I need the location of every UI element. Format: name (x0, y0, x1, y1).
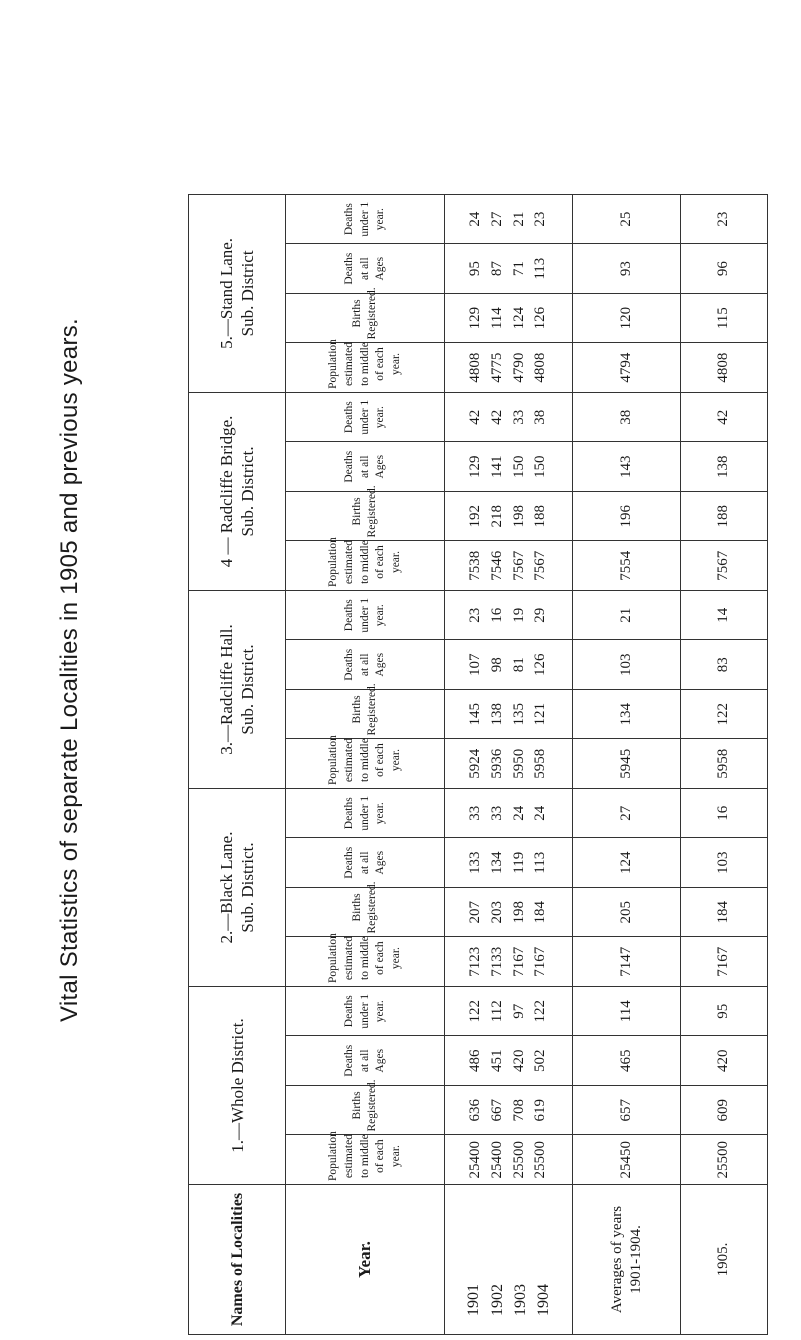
yearly-value: 24 (532, 805, 549, 821)
names-of-localities-header: Names of Localities (189, 1185, 286, 1335)
yearly-values-cell (445, 541, 573, 591)
average-value: 657 (573, 1086, 681, 1136)
district-header-2 (189, 788, 286, 986)
year-1905-value: 188 (680, 491, 767, 541)
yearly-value: 184 (532, 901, 549, 924)
average-value: 124 (573, 838, 681, 888)
yearly-value: 122 (532, 1000, 549, 1023)
column-header-label: Deaths at all Ages (342, 450, 387, 483)
column-header (286, 683, 445, 739)
column-header-label: Deaths under 1 year. (342, 993, 387, 1029)
average-value: 5945 (573, 739, 681, 789)
yearly-value: 87 (488, 261, 505, 277)
year-label: 1902 (488, 1284, 506, 1316)
vital-statistics-table (188, 194, 768, 1335)
vital-statistics-table-frame (188, 195, 768, 1335)
average-value: 465 (573, 1036, 681, 1086)
year-1905-value: 42 (680, 392, 767, 442)
yearly-values-cell (445, 1086, 573, 1136)
yearly-value: 7567 (510, 550, 527, 581)
yearly-value: 5936 (488, 748, 505, 779)
column-header (286, 640, 445, 690)
column-header (286, 1131, 445, 1185)
column-header-label: Deaths at all Ages (342, 648, 387, 681)
yearly-value: 141 (488, 455, 505, 478)
yearly-value: 203 (488, 901, 505, 924)
yearly-value: 7123 (467, 946, 484, 977)
yearly-values-cell (445, 640, 573, 690)
year-1905-value: 95 (680, 987, 767, 1037)
year-1905-value: 96 (680, 244, 767, 294)
yearly-value: 4808 (532, 352, 549, 383)
yearly-value: 7133 (488, 946, 505, 977)
year-1905-label: 1905. (680, 1185, 767, 1335)
yearly-value: 5924 (467, 748, 484, 779)
district-subtitle: Sub. District (238, 250, 258, 337)
average-value: 27 (573, 788, 681, 838)
average-value: 143 (573, 442, 681, 492)
column-header (286, 442, 445, 492)
column-header-label: Deaths under 1 year. (342, 795, 387, 831)
yearly-value: 42 (488, 409, 505, 425)
yearly-value: 126 (532, 653, 549, 676)
yearly-values-cell (445, 739, 573, 789)
yearly-value: 23 (532, 211, 549, 227)
yearly-value: 7567 (532, 550, 549, 581)
yearly-value: 4808 (467, 352, 484, 383)
column-header (286, 244, 445, 294)
district-header-3 (189, 590, 286, 788)
column-header (286, 1036, 445, 1086)
column-header (286, 287, 445, 343)
year-label: 1904 (534, 1284, 552, 1316)
yearly-value: 19 (510, 607, 527, 623)
yearly-values-cell (445, 244, 573, 294)
average-value: 196 (573, 491, 681, 541)
column-header (286, 537, 445, 591)
yearly-value: 25400 (488, 1141, 505, 1179)
yearly-values-cell (445, 343, 573, 393)
yearly-value: 29 (532, 607, 549, 623)
district-header-row (189, 194, 286, 1334)
yearly-value: 114 (488, 307, 505, 330)
year-1905-value: 103 (680, 838, 767, 888)
yearly-value: 81 (510, 657, 527, 673)
column-header (286, 788, 445, 838)
yearly-value: 4775 (488, 352, 505, 383)
yearly-values-cell (445, 442, 573, 492)
yearly-value: 7538 (467, 550, 484, 581)
yearly-value: 38 (532, 409, 549, 425)
column-header-label: Population estimated to middle of each year. (327, 1131, 402, 1181)
column-header (286, 485, 445, 541)
yearly-value: 135 (510, 702, 527, 726)
column-header (286, 881, 445, 938)
yearly-value: 198 (510, 504, 527, 528)
yearly-value: 198 (510, 901, 527, 924)
yearly-value: 25500 (532, 1141, 549, 1179)
column-header-label: Deaths at all Ages (342, 846, 387, 879)
yearly-value: 636 (467, 1099, 484, 1122)
yearly-value: 33 (467, 805, 484, 821)
yearly-value: 138 (488, 702, 505, 726)
column-header (286, 392, 445, 442)
yearly-value: 27 (488, 211, 505, 227)
average-value: 4794 (573, 343, 681, 393)
year-1905-value: 23 (680, 194, 767, 244)
yearly-value: 21 (510, 211, 527, 227)
column-header-label: Population estimated to middle of each year. (327, 933, 402, 983)
yearly-values-cell (445, 888, 573, 938)
column-header-row (286, 194, 445, 1334)
yearly-value: 5950 (510, 748, 527, 779)
yearly-value: 708 (510, 1099, 527, 1122)
district-subtitle: Sub. District. (238, 842, 258, 933)
column-header-label: Births Registered. (350, 881, 379, 934)
yearly-value: 218 (488, 504, 505, 528)
yearly-value: 502 (532, 1049, 549, 1072)
yearly-value: 420 (510, 1049, 527, 1072)
yearly-value: 122 (467, 1000, 484, 1023)
column-header-label: Population estimated to middle of each year. (327, 339, 402, 389)
year-1905-value: 7167 (680, 937, 767, 987)
year-1905-value: 122 (680, 689, 767, 739)
averages-label: Averages of years 1901-1904. (573, 1185, 681, 1335)
yearly-value: 71 (510, 261, 527, 277)
yearly-value: 188 (532, 504, 549, 528)
year-label: 1903 (511, 1284, 529, 1316)
year-label: 1901 (465, 1284, 483, 1316)
district-header-4 (189, 392, 286, 590)
years-label (445, 1185, 573, 1335)
yearly-value: 25500 (510, 1141, 527, 1179)
year-1905-value: 4808 (680, 343, 767, 393)
year-1905-value: 420 (680, 1036, 767, 1086)
year-1905-value: 83 (680, 640, 767, 690)
yearly-values-cell (445, 293, 573, 343)
year-1905-value: 184 (680, 888, 767, 938)
yearly-value: 124 (510, 306, 527, 330)
page-title-strip (0, 0, 140, 1340)
yearly-value: 4790 (510, 352, 527, 383)
yearly-value: 207 (467, 901, 484, 924)
yearly-values-cell (445, 392, 573, 442)
yearly-values-cell (445, 689, 573, 739)
average-value: 7147 (573, 937, 681, 987)
yearly-value: 192 (467, 504, 484, 528)
district-header-1 (189, 987, 286, 1185)
yearly-values-cell (445, 194, 573, 244)
yearly-value: 113 (532, 851, 549, 874)
column-header-label: Population estimated to middle of each year. (327, 735, 402, 785)
average-value: 134 (573, 689, 681, 739)
average-value: 25 (573, 194, 681, 244)
district-header-5 (189, 194, 286, 392)
yearly-value: 33 (488, 805, 505, 821)
yearly-value: 133 (467, 851, 484, 874)
yearly-value: 23 (467, 607, 484, 623)
yearly-value: 129 (467, 306, 484, 330)
average-value: 103 (573, 640, 681, 690)
district-name: 2.—Black Lane. (216, 831, 236, 944)
yearly-value: 97 (510, 1003, 527, 1019)
average-value: 114 (573, 987, 681, 1037)
yearly-value: 16 (488, 607, 505, 623)
yearly-value: 7546 (488, 550, 505, 581)
year-1905-value: 16 (680, 788, 767, 838)
yearly-value: 7167 (510, 946, 527, 977)
district-name: 3.—Radcliffe Hall. (216, 624, 236, 755)
yearly-value: 486 (467, 1049, 484, 1072)
page-title: Vital Statistics of separate Localities in 1905 and previous years. (56, 317, 83, 1023)
yearly-values-cell (445, 987, 573, 1037)
district-name: 5.—Stand Lane. (216, 237, 236, 349)
column-header-label: Deaths at all Ages (342, 1044, 387, 1077)
column-header-label: Births Registered. (350, 1079, 379, 1132)
yearly-value: 107 (467, 653, 484, 676)
column-header (286, 339, 445, 393)
yearly-value: 150 (532, 455, 549, 478)
column-header-label: Deaths under 1 year. (342, 201, 387, 237)
year-1905-value: 7567 (680, 541, 767, 591)
yearly-value: 451 (488, 1049, 505, 1072)
yearly-values-cell (445, 838, 573, 888)
column-header (286, 838, 445, 888)
average-value: 21 (573, 590, 681, 640)
yearly-value: 98 (488, 657, 505, 673)
year-1905-value: 115 (680, 293, 767, 343)
yearly-values-cell (445, 590, 573, 640)
column-header (286, 735, 445, 789)
yearly-value: 619 (532, 1099, 549, 1122)
year-1905-value: 138 (680, 442, 767, 492)
district-name: 1.—Whole District. (227, 1018, 247, 1153)
average-value: 7554 (573, 541, 681, 591)
year-1905-row (680, 194, 767, 1334)
yearly-value: 150 (510, 455, 527, 478)
years-1901-1904-row (445, 194, 573, 1334)
column-header-label: Population estimated to middle of each year. (327, 537, 402, 587)
column-header (286, 933, 445, 987)
yearly-value: 134 (488, 851, 505, 874)
yearly-values-cell (445, 1036, 573, 1086)
column-header (286, 590, 445, 640)
yearly-value: 112 (488, 1000, 505, 1023)
column-header-label: Births Registered. (350, 485, 379, 538)
yearly-values-cell (445, 788, 573, 838)
average-value: 205 (573, 888, 681, 938)
district-name: 4 — Radcliffe Bridge. (216, 415, 236, 568)
column-header (286, 1079, 445, 1136)
yearly-value: 7167 (532, 946, 549, 977)
column-header (286, 194, 445, 244)
yearly-value: 121 (532, 702, 549, 726)
yearly-value: 667 (488, 1099, 505, 1122)
column-header (286, 987, 445, 1037)
yearly-value: 145 (467, 702, 484, 726)
yearly-value: 42 (467, 409, 484, 425)
average-value: 120 (573, 293, 681, 343)
district-subtitle: Sub. District. (238, 644, 258, 735)
column-header-label: Births Registered. (350, 287, 379, 340)
yearly-values-cell (445, 937, 573, 987)
yearly-value: 25400 (467, 1141, 484, 1179)
averages-row (573, 194, 681, 1334)
yearly-value: 113 (532, 257, 549, 280)
average-value: 25450 (573, 1135, 681, 1185)
yearly-value: 119 (510, 851, 527, 874)
average-value: 93 (573, 244, 681, 294)
average-value: 38 (573, 392, 681, 442)
district-subtitle: Sub. District. (238, 446, 258, 537)
column-header-label: Deaths under 1 year. (342, 597, 387, 633)
yearly-value: 24 (510, 805, 527, 821)
year-1905-value: 5958 (680, 739, 767, 789)
yearly-values-cell (445, 1135, 573, 1185)
column-header-label: Deaths under 1 year. (342, 399, 387, 435)
year-1905-value: 25500 (680, 1135, 767, 1185)
yearly-value: 126 (532, 306, 549, 330)
yearly-value: 95 (467, 261, 484, 277)
yearly-value: 5958 (532, 748, 549, 779)
yearly-value: 33 (510, 409, 527, 425)
year-header: Year. (286, 1185, 445, 1335)
yearly-values-cell (445, 491, 573, 541)
year-1905-value: 609 (680, 1086, 767, 1136)
column-header-label: Deaths at all Ages (342, 252, 387, 285)
column-header-label: Births Registered. (350, 683, 379, 736)
year-1905-value: 14 (680, 590, 767, 640)
yearly-value: 129 (467, 455, 484, 478)
yearly-value: 24 (467, 211, 484, 227)
